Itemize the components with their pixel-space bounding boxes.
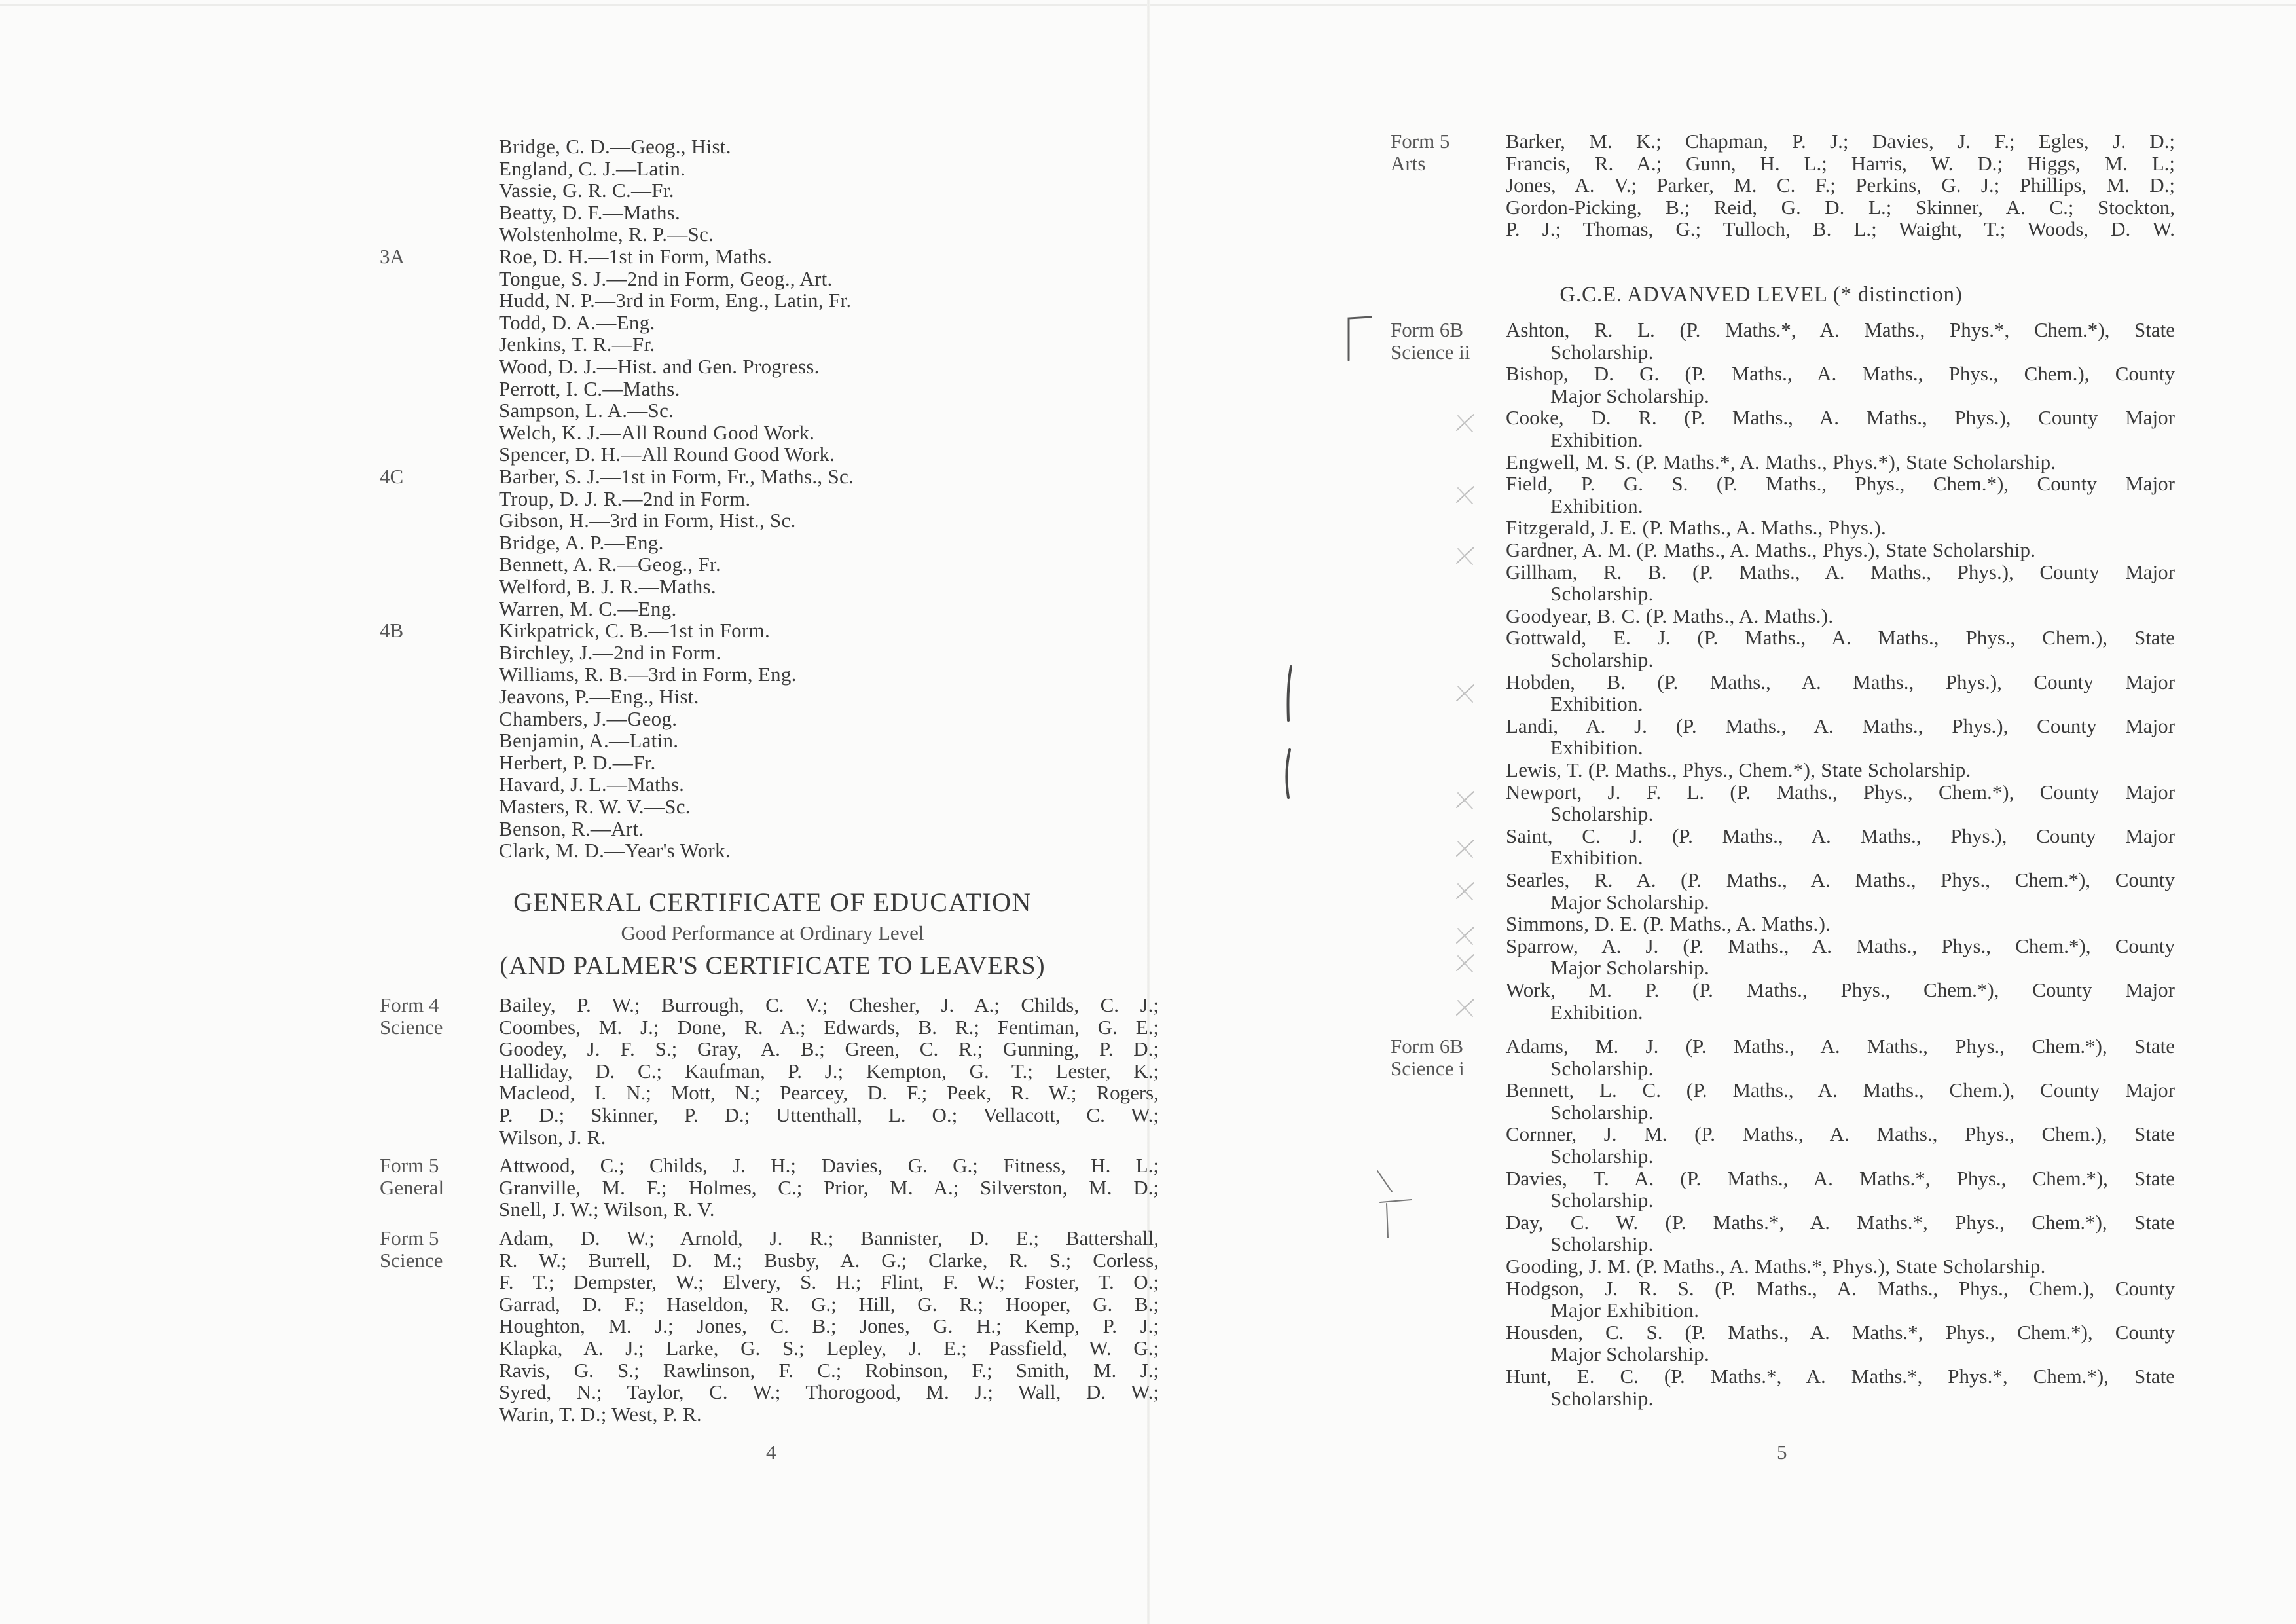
result-entry: Work, M. P. (P. Maths., Phys., Chem.*), County Major: [1506, 978, 2175, 1001]
form-label: Science i: [1391, 1056, 1465, 1080]
result-entry: Bennett, L. C. (P. Maths., A. Maths., Chem.), County Major: [1506, 1079, 2175, 1102]
certificate-names-line: Goodey, J. F. S.; Gray, A. B.; Green, C. R.; Gunning, P. D.;: [499, 1037, 1159, 1061]
prize-entry: Gibson, H.—3rd in Form, Hist., Sc.: [499, 509, 796, 532]
pencil-tick-icon: [1453, 411, 1479, 437]
prize-entry: Havard, J. L.—Maths.: [499, 773, 685, 796]
certificate-names-line: Attwood, C.; Childs, J. H.; Davies, G. G.; Fitness, H. L.;: [499, 1154, 1159, 1177]
prize-entry: Todd, D. A.—Eng.: [499, 310, 655, 334]
form-label: 4C: [380, 465, 404, 488]
prize-entry: Bennett, A. R.—Geog., Fr.: [499, 553, 721, 576]
result-continuation: Exhibition.: [1550, 1000, 1643, 1024]
prize-entry: Roe, D. H.—1st in Form, Maths.: [499, 245, 773, 268]
result-entry: Fitzgerald, J. E. (P. Maths., A. Maths., Phys.).: [1506, 516, 1887, 540]
prize-entry: Sampson, L. A.—Sc.: [499, 399, 674, 422]
certificate-names-line: P. D.; Skinner, P. D.; Uttenthall, L. O.; Vellacott, C. W.;: [499, 1103, 1159, 1126]
section-title: G.C.E. ADVANVED LEVEL (* distinction): [1559, 283, 1963, 306]
prize-entry: Tongue, S. J.—2nd in Form, Geog., Art.: [499, 267, 833, 290]
result-entry: Adams, M. J. (P. Maths., A. Maths., Phys., Chem.*), State: [1506, 1035, 2175, 1058]
result-continuation: Scholarship.: [1550, 1386, 1654, 1410]
form-label: Science: [380, 1248, 443, 1272]
prize-entry: Chambers, J.—Geog.: [499, 707, 678, 730]
form-label: Form 6B: [1391, 318, 1464, 341]
form-label: General: [380, 1175, 445, 1199]
pencil-tick-icon: [1453, 681, 1479, 707]
certificate-names-line: F. T.; Dempster, W.; Elvery, S. H.; Flint, F. W.; Foster, T. O.;: [499, 1270, 1159, 1294]
pencil-tick-icon: [1453, 544, 1479, 570]
result-entry: Gillham, R. B. (P. Maths., A. Maths., Phys.), County Major: [1506, 560, 2175, 583]
result-entry: Engwell, M. S. (P. Maths.*, A. Maths., Phys.*), State Scholarship.: [1506, 450, 2056, 473]
certificate-names-line: Houghton, M. J.; Jones, C. B.; Jones, G. H.; Kemp, P. J.;: [499, 1314, 1159, 1338]
prize-entry: Warren, M. C.—Eng.: [499, 597, 677, 620]
result-continuation: Scholarship.: [1550, 340, 1654, 363]
result-continuation: Scholarship.: [1550, 802, 1654, 826]
result-entry: Cornner, J. M. (P. Maths., A. Maths., Phys., Chem.), State: [1506, 1122, 2175, 1146]
prize-entry: England, C. J.—Latin.: [499, 157, 686, 180]
page-5: [1148, 0, 2296, 1624]
form-label: Form 5: [380, 1227, 439, 1249]
result-continuation: Scholarship.: [1550, 1189, 1654, 1212]
certificate-names-line: Syred, N.; Taylor, C. W.; Thorogood, M. J.; Wall, D. W.;: [499, 1380, 1159, 1404]
result-entry: Lewis, T. (P. Maths., Phys., Chem.*), State Scholarship.: [1506, 758, 1971, 781]
page-number: 5: [1777, 1441, 1787, 1464]
result-continuation: Exhibition.: [1550, 692, 1643, 716]
result-continuation: Exhibition.: [1550, 736, 1643, 760]
pencil-bracket-icon: [1372, 1166, 1418, 1244]
certificate-names-line: Granville, M. F.; Holmes, C.; Prior, M. A.; Silverston, M. D.;: [499, 1175, 1159, 1199]
result-entry: Gardner, A. M. (P. Maths., A. Maths., Phys.), State Scholarship.: [1506, 538, 2036, 561]
pencil-tick-icon: [1453, 995, 1479, 1022]
result-entry: Sparrow, A. J. (P. Maths., A. Maths., Phys., Chem.*), County: [1506, 934, 2175, 957]
section-title: GENERAL CERTIFICATE OF EDUCATION: [513, 887, 1032, 917]
section-title-2: (AND PALMER'S CERTIFICATE TO LEAVERS): [500, 951, 1046, 980]
result-entry: Goodyear, B. C. (P. Maths., A. Maths.).: [1506, 604, 1834, 627]
certificate-names-line: P. J.; Thomas, G.; Tulloch, B. L.; Waight, T.; Woods, D. W.: [1506, 217, 2175, 241]
result-entry: Field, P. G. S. (P. Maths., Phys., Chem.*), County Major: [1506, 472, 2175, 496]
prize-entry: Benson, R.—Art.: [499, 817, 644, 840]
certificate-names-line: Halliday, D. C.; Kaufman, P. J.; Kempton, G. T.; Lester, K.;: [499, 1059, 1159, 1082]
result-entry: Bishop, D. G. (P. Maths., A. Maths., Phys., Chem.), County: [1506, 362, 2175, 386]
form-label: 4B: [380, 619, 404, 642]
prize-entry: Wolstenholme, R. P.—Sc.: [499, 223, 714, 246]
result-continuation: Major Scholarship.: [1550, 384, 1710, 407]
certificate-names-line: Garrad, D. F.; Haseldon, R. G.; Hill, G. R.; Hooper, G. B.;: [499, 1292, 1159, 1316]
result-entry: Landi, A. J. (P. Maths., A. Maths., Phys.), County Major: [1506, 714, 2175, 737]
result-entry: Hobden, B. (P. Maths., A. Maths., Phys.), County Major: [1506, 670, 2175, 693]
prize-entry: Jenkins, T. R.—Fr.: [499, 333, 655, 356]
certificate-names-line: Adam, D. W.; Arnold, J. R.; Bannister, D. E.; Battershall,: [499, 1227, 1159, 1249]
certificate-names-line: Bailey, P. W.; Burrough, C. V.; Chesher, J. A.; Childs, C. J.;: [499, 993, 1159, 1016]
result-continuation: Major Scholarship.: [1550, 890, 1710, 913]
result-continuation: Scholarship.: [1550, 648, 1654, 671]
result-entry: Housden, C. S. (P. Maths., A. Maths.*, Phys., Chem.*), County: [1506, 1320, 2175, 1344]
section-subtitle: Good Performance at Ordinary Level: [621, 921, 924, 944]
prize-entry: Benjamin, A.—Latin.: [499, 729, 679, 752]
result-entry: Gooding, J. M. (P. Maths., A. Maths.*, Phys.), State Scholarship.: [1506, 1255, 2046, 1278]
prize-entry: Williams, R. B.—3rd in Form, Eng.: [499, 663, 797, 686]
result-continuation: Scholarship.: [1550, 582, 1654, 606]
result-continuation: Scholarship.: [1550, 1056, 1654, 1080]
prize-entry: Hudd, N. P.—3rd in Form, Eng., Latin, Fr.: [499, 289, 852, 312]
pencil-tick-icon: [1453, 951, 1479, 977]
form-label: Form 4: [380, 993, 439, 1016]
certificate-names-line: Klapka, A. J.; Larke, G. S.; Lepley, J. E.; Passfield, W. G.;: [499, 1337, 1159, 1359]
result-entry: Ashton, R. L. (P. Maths.*, A. Maths., Phys.*, Chem.*), State: [1506, 318, 2175, 341]
result-continuation: Major Scholarship.: [1550, 1342, 1710, 1366]
form-label: Science ii: [1391, 340, 1470, 363]
prize-entry: Birchley, J.—2nd in Form.: [499, 640, 721, 664]
prize-entry: Vassie, G. R. C.—Fr.: [499, 179, 674, 202]
prize-entry: Kirkpatrick, C. B.—1st in Form.: [499, 619, 771, 642]
pencil-tick-icon: [1453, 923, 1479, 950]
result-continuation: Exhibition.: [1550, 846, 1643, 870]
prize-entry: Clark, M. D.—Year's Work.: [499, 839, 731, 862]
pencil-tick-icon: [1453, 788, 1479, 814]
pencil-tick-icon: [1453, 879, 1479, 905]
result-entry: Searles, R. A. (P. Maths., A. Maths., Phys., Chem.*), County: [1506, 868, 2175, 891]
result-entry: Newport, J. F. L. (P. Maths., Phys., Chem.*), County Major: [1506, 780, 2175, 803]
form-label: Form 5: [380, 1154, 439, 1177]
prize-entry: Welch, K. J.—All Round Good Work.: [499, 420, 815, 444]
pencil-tick-icon: [1453, 836, 1479, 862]
result-continuation: Exhibition.: [1550, 494, 1643, 517]
result-entry: Saint, C. J. (P. Maths., A. Maths., Phys.), County Major: [1506, 824, 2175, 847]
prize-entry: Wood, D. J.—Hist. and Gen. Progress.: [499, 355, 820, 378]
certificate-names-line: Barker, M. K.; Chapman, P. J.; Davies, J. F.; Egles, J. D.;: [1506, 130, 2175, 153]
form-label: Arts: [1391, 151, 1426, 175]
pencil-tick-icon: [1453, 483, 1479, 509]
certificate-names-line: Ravis, G. S.; Rawlinson, F. C.; Robinson, F.; Smith, M. J.;: [499, 1358, 1159, 1382]
prize-entry: Masters, R. W. V.—Sc.: [499, 795, 691, 818]
result-continuation: Major Scholarship.: [1550, 956, 1710, 980]
result-entry: Hunt, E. C. (P. Maths.*, A. Maths.*, Phys.*, Chem.*), State: [1506, 1365, 2175, 1388]
prize-entry: Bridge, A. P.—Eng.: [499, 530, 664, 554]
prize-entry: Troup, D. J. R.—2nd in Form.: [499, 487, 751, 510]
result-entry: Hodgson, J. R. S. (P. Maths., A. Maths., Phys., Chem.), County: [1506, 1276, 2175, 1300]
form-label: Form 6B: [1391, 1035, 1464, 1058]
result-continuation: Exhibition.: [1550, 428, 1643, 451]
certificate-names-line: Francis, R. A.; Gunn, H. L.; Harris, W. D.; Higgs, M. L.;: [1506, 151, 2175, 175]
page-number: 4: [766, 1441, 776, 1464]
result-entry: Simmons, D. E. (P. Maths., A. Maths.).: [1506, 912, 1831, 936]
certificate-names-line: Jones, A. V.; Parker, M. C. F.; Perkins, G. J.; Phillips, M. D.;: [1506, 174, 2175, 197]
form-label: Science: [380, 1015, 443, 1039]
certificate-names-line: Coombes, M. J.; Done, R. A.; Edwards, B. R.; Fentiman, G. E.;: [499, 1015, 1159, 1039]
prize-entry: Herbert, P. D.—Fr.: [499, 750, 656, 774]
result-entry: Davies, T. A. (P. Maths., A. Maths.*, Phys., Chem.*), State: [1506, 1166, 2175, 1190]
result-entry: Cooke, D. R. (P. Maths., A. Maths., Phys.), County Major: [1506, 406, 2175, 430]
result-entry: Gottwald, E. J. (P. Maths., A. Maths., Phys., Chem.), State: [1506, 626, 2175, 650]
certificate-names-line: Gordon-Picking, B.; Reid, G. D. L.; Skinner, A. C.; Stockton,: [1506, 195, 2175, 219]
prize-entry: Welford, B. J. R.—Maths.: [499, 575, 716, 598]
prize-entry: Perrott, I. C.—Maths.: [499, 377, 680, 400]
result-entry: Day, C. W. (P. Maths.*, A. Maths.*, Phys., Chem.*), State: [1506, 1210, 2175, 1234]
prize-entry: Barber, S. J.—1st in Form, Fr., Maths., Sc.: [499, 465, 854, 488]
pencil-bracket-icon: [1279, 661, 1299, 805]
certificate-names-line: Snell, J. W.; Wilson, R. V.: [499, 1198, 715, 1221]
prize-entry: Beatty, D. F.—Maths.: [499, 200, 681, 224]
prize-entry: Bridge, C. D.—Geog., Hist.: [499, 135, 731, 158]
certificate-names-line: R. W.; Burrell, D. M.; Busby, A. G.; Clarke, R. S.; Corless,: [499, 1248, 1159, 1272]
prize-entry: Spencer, D. H.—All Round Good Work.: [499, 443, 835, 466]
result-continuation: Scholarship.: [1550, 1232, 1654, 1256]
certificate-names-line: Wilson, J. R.: [499, 1125, 606, 1149]
certificate-names-line: Warin, T. D.; West, P. R.: [499, 1402, 702, 1426]
prize-entry: Jeavons, P.—Eng., Hist.: [499, 685, 699, 708]
form-label: 3A: [380, 245, 405, 268]
result-continuation: Scholarship.: [1550, 1145, 1654, 1168]
result-continuation: Major Exhibition.: [1550, 1299, 1700, 1322]
form-label: Form 5: [1391, 130, 1450, 153]
pencil-bracket-icon: [1345, 313, 1377, 365]
certificate-names-line: Macleod, I. N.; Mott, N.; Pearcey, D. F.; Peek, R. W.; Rogers,: [499, 1081, 1159, 1105]
result-continuation: Scholarship.: [1550, 1100, 1654, 1124]
